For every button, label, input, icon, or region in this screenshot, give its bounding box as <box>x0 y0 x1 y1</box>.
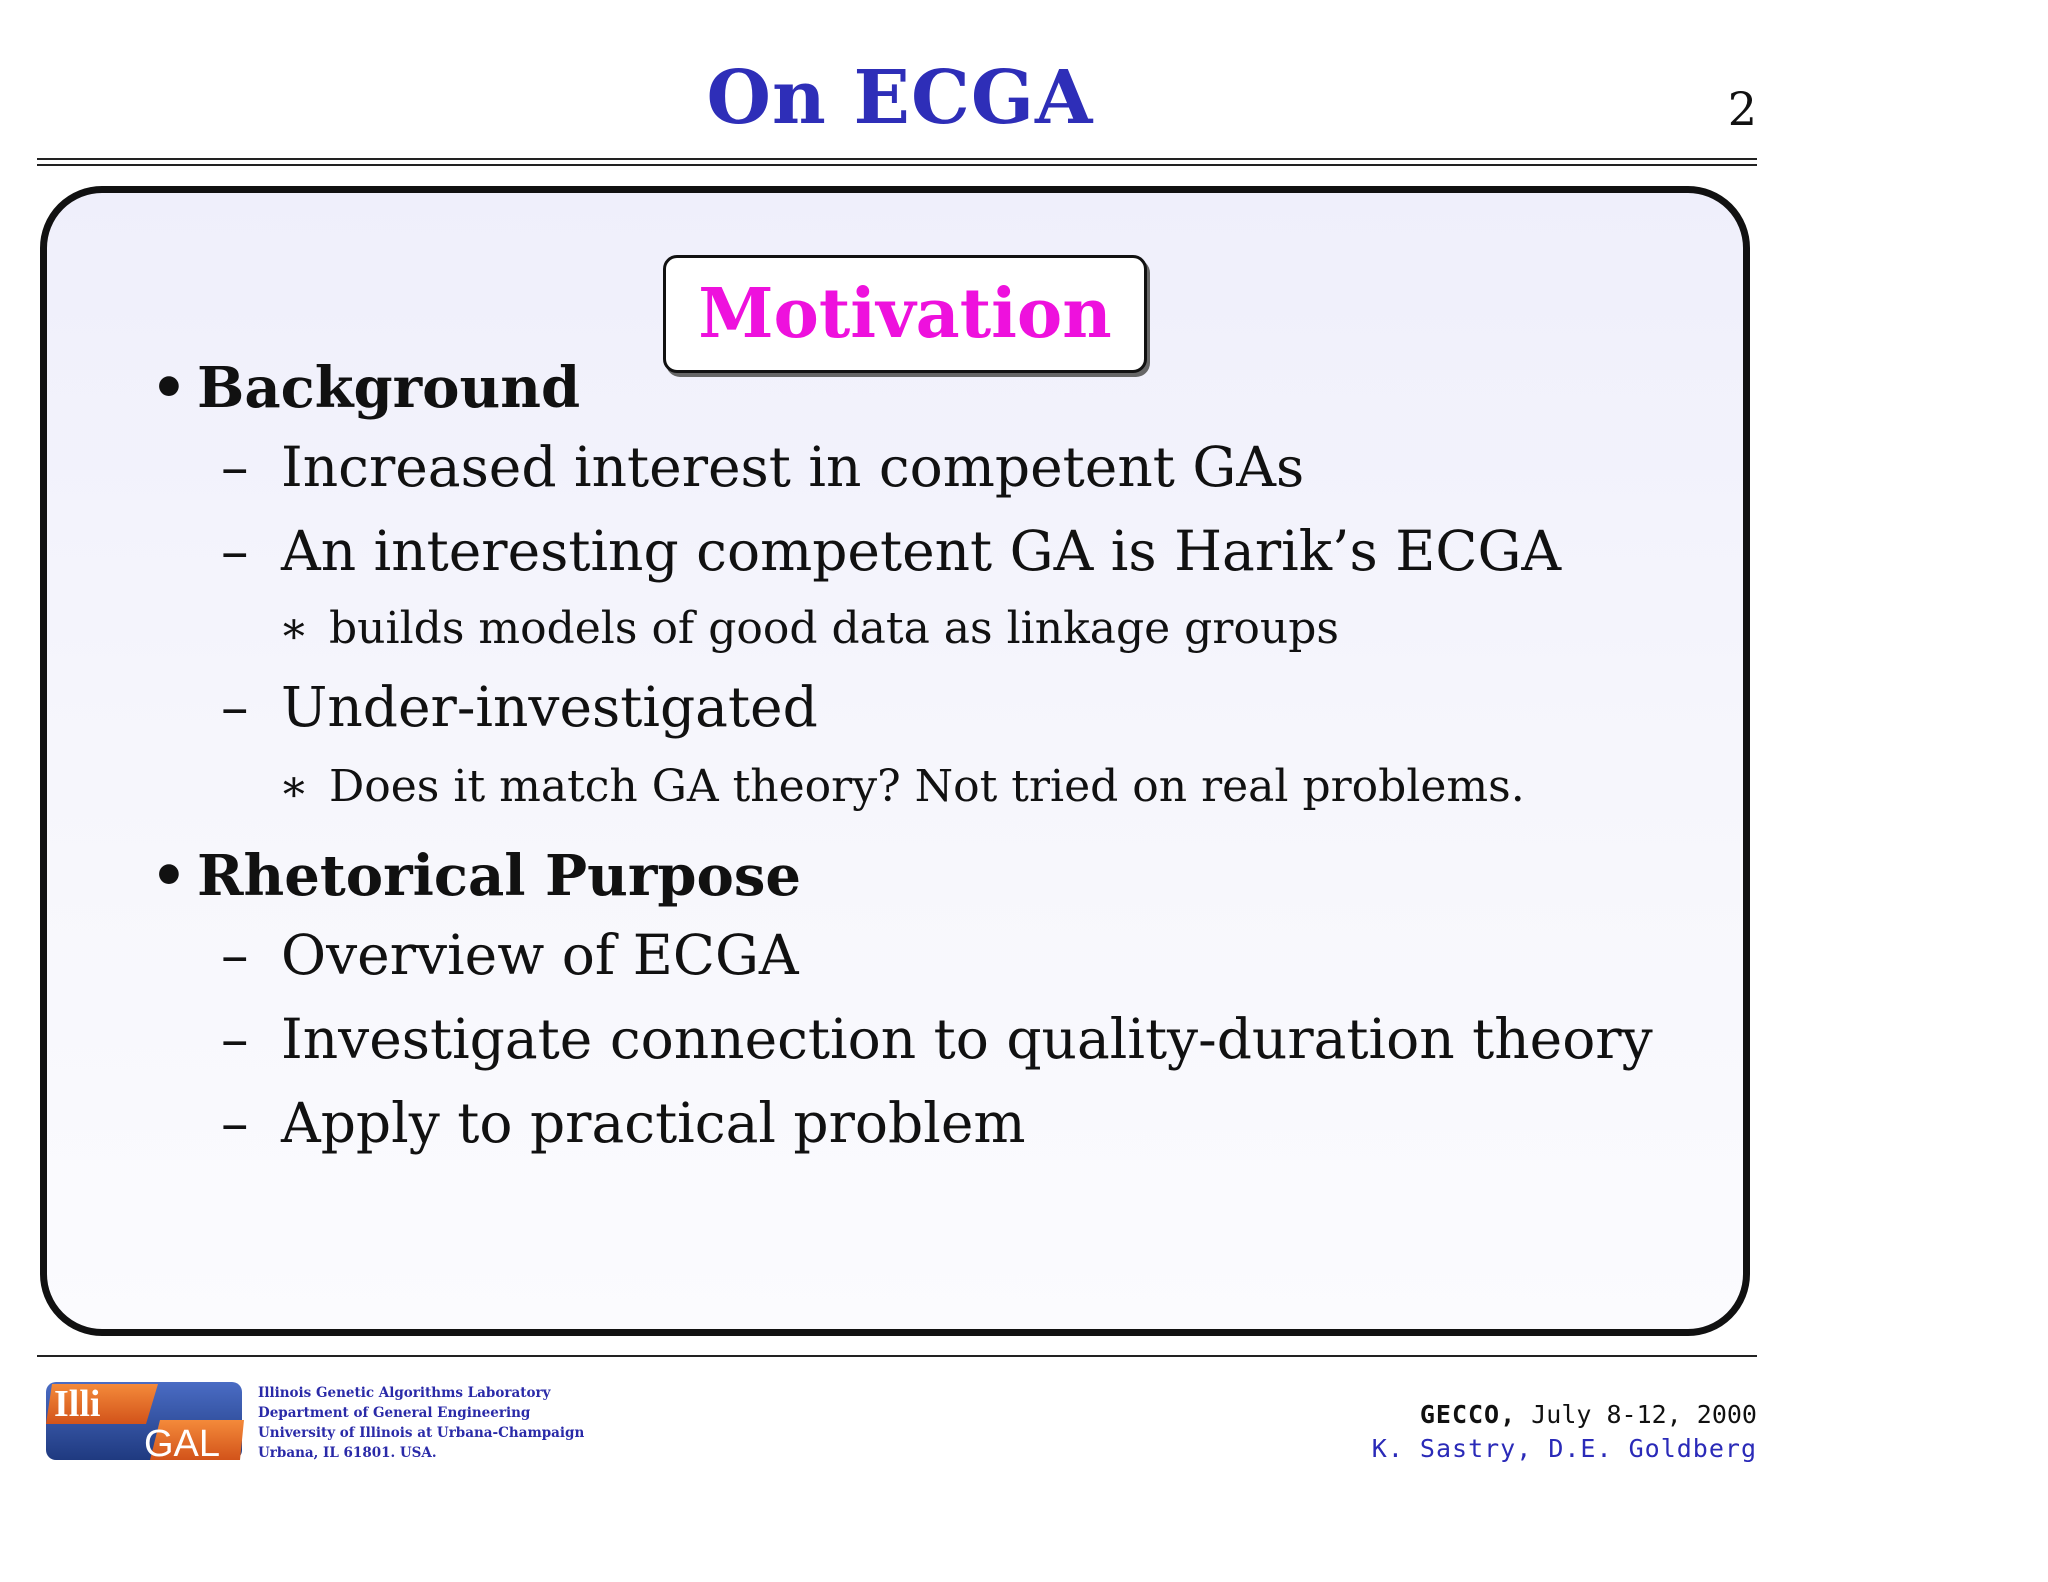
lab-info-line: Illinois Genetic Algorithms Laboratory <box>258 1385 551 1401</box>
footer-rule <box>37 1355 1757 1357</box>
bullet-background <box>151 355 580 421</box>
sub-bullet-text: Overview of ECGA <box>281 923 799 987</box>
sub-sub-bullet-text: Does it match GA theory? Not tried on real problems. <box>329 761 1525 812</box>
sub-bullet-marker: – <box>221 519 249 583</box>
bullet-marker: • <box>151 843 187 909</box>
sub-bullet-text: Apply to practical problem <box>281 1091 1026 1155</box>
bullet-marker: • <box>151 355 187 421</box>
conference-name: GECCO, <box>1419 1400 1517 1429</box>
sub-bullet-text: Under-investigated <box>281 675 818 739</box>
lab-info-line: Department of General Engineering <box>258 1405 531 1421</box>
page-number: 2 <box>1727 82 1757 136</box>
conference-date: July 8-12, 2000 <box>1531 1400 1757 1429</box>
logo-text-illi: Illi <box>54 1383 101 1425</box>
bullet-text: Rhetorical Purpose <box>197 843 802 909</box>
sub-bullet-text: An interesting competent GA is Harik’s ECGA <box>281 519 1562 583</box>
bullet-rhetorical-purpose <box>151 843 801 909</box>
sub-bullet-investigate-connection <box>221 1007 1653 1071</box>
content-box <box>40 186 1750 1336</box>
sub-sub-bullet-builds-models <box>279 603 1339 654</box>
sub-bullet-apply-practical <box>221 1091 1026 1155</box>
authors-line: K. Sastry, D.E. Goldberg <box>1371 1434 1757 1463</box>
sub-bullet-marker: – <box>221 435 249 499</box>
sub-sub-bullet-text: builds models of good data as linkage groups <box>329 603 1339 654</box>
illigal-logo-graphic <box>40 1370 252 1470</box>
bullet-list <box>47 193 1743 1329</box>
conference-line <box>1420 1400 1757 1429</box>
sub-sub-bullet-ga-theory <box>279 761 1525 812</box>
sub-bullet-marker: – <box>221 1007 249 1071</box>
header-rule-top <box>37 158 1757 160</box>
logo-text-gal: GAL <box>144 1423 221 1465</box>
sub-bullet-interesting-ga <box>221 519 1561 583</box>
sub-bullet-marker: – <box>221 675 249 739</box>
sub-sub-bullet-marker: ∗ <box>279 603 309 654</box>
illigal-logo <box>40 1370 252 1470</box>
slide-title: On ECGA <box>706 55 1094 141</box>
sub-bullet-marker: – <box>221 1091 249 1155</box>
sub-bullet-overview <box>221 923 799 987</box>
lab-info-line: University of Illinois at Urbana-Champaign <box>258 1425 585 1441</box>
sub-bullet-increased-interest <box>221 435 1304 499</box>
lab-info-line: Urbana, IL 61801. USA. <box>258 1445 437 1461</box>
section-header-text: Motivation <box>698 274 1112 354</box>
sub-bullet-under-investigated <box>221 675 818 739</box>
sub-bullet-marker: – <box>221 923 249 987</box>
bullet-text: Background <box>197 355 581 421</box>
header-rule-bottom <box>37 164 1757 166</box>
sub-sub-bullet-marker: ∗ <box>279 761 309 812</box>
sub-bullet-text: Investigate connection to quality-duration theory <box>281 1007 1653 1071</box>
lab-info <box>258 1383 584 1463</box>
sub-bullet-text: Increased interest in competent GAs <box>281 435 1305 499</box>
